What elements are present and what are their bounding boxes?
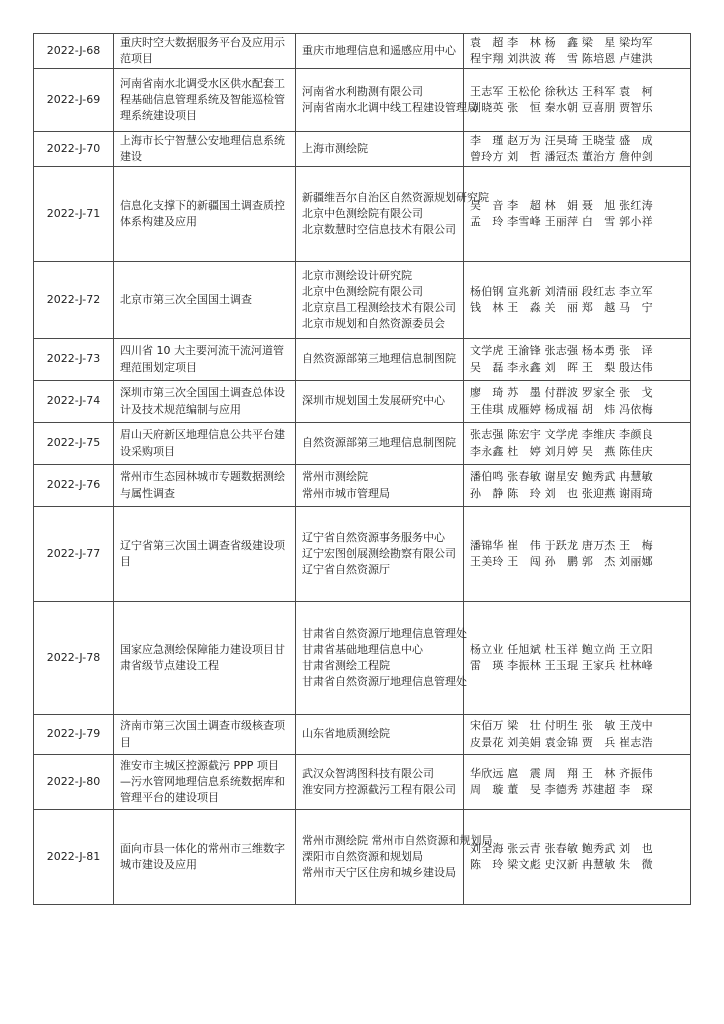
- people-line: 周 璇 董 旻 李德秀 苏建超 李 琛: [470, 783, 653, 796]
- people-cell: [464, 34, 691, 69]
- project-name: 重庆时空大数据服务平台及应用示范项目: [114, 34, 296, 69]
- people-line: 曾玲方 刘 哲 潘冠杰 董治方 詹仲剑: [470, 150, 653, 163]
- unit-name: 北京中色测绘院有限公司: [302, 284, 423, 298]
- unit-name: 新疆维吾尔自治区自然资源规划研究院: [302, 190, 489, 204]
- project-name: 国家应急测绘保障能力建设项目甘肃省级节点建设工程: [114, 602, 296, 715]
- people-line: 孙 静 陈 玲 刘 也 张迎燕 谢雨琦: [470, 486, 653, 500]
- unit-name: 上海市测绘院: [302, 141, 368, 155]
- unit-name: 北京数慧时空信息技术有限公司: [302, 223, 456, 237]
- unit-name: 北京市测绘设计研究院: [302, 268, 412, 282]
- units-cell: [296, 167, 489, 262]
- unit-name: 甘肃省自然资源厅地理信息管理处: [302, 675, 467, 689]
- people-line: 李 瑾 赵万为 汪昊琦 王晓莹 盛 成: [470, 133, 653, 147]
- table-row: [34, 69, 691, 132]
- unit-name: 河南省水利勘测有限公司: [302, 84, 423, 98]
- project-id: 2022-J-80: [34, 755, 114, 810]
- table-row: [34, 715, 691, 755]
- project-name: 面向市县一体化的常州市三维数字城市建设及应用: [114, 810, 296, 905]
- people-line: 刘全海 张云青 张春敏 鲍秀武 刘 也: [470, 841, 653, 855]
- people-line: 廖 琦 苏 墨 付群波 罗家全 张 戈: [470, 386, 653, 400]
- units-cell: [296, 381, 464, 423]
- project-id: 2022-J-68: [34, 34, 114, 69]
- people-line: 潘伯鸣 张春敏 谢星安 鲍秀武 冉慧敏: [470, 470, 653, 484]
- units-cell: [296, 507, 464, 602]
- project-id: 2022-J-78: [34, 602, 114, 715]
- unit-name: 河南省南水北调中线工程建设管理局: [302, 101, 478, 114]
- units-cell: [296, 339, 464, 381]
- units-cell: [296, 262, 464, 339]
- unit-name: 溧阳市自然资源和规划局: [302, 849, 423, 863]
- unit-name: 常州市测绘院: [302, 470, 368, 484]
- unit-name: 自然资源部第三地理信息制图院: [302, 436, 456, 450]
- people-line: 程宇翔 刘洪波 蒋 雪 陈培恩 卢建洪: [470, 52, 653, 65]
- project-name: 济南市第三次国土调查市级核查项目: [114, 715, 296, 755]
- table-row: [34, 755, 691, 810]
- unit-name: 深圳市规划国土发展研究中心: [302, 394, 445, 408]
- people-line: 刘晓英 张 恒 秦水朝 豆喜朋 贾智乐: [470, 101, 653, 114]
- project-name: 上海市长宁智慧公安地理信息系统建设: [114, 132, 296, 167]
- unit-name: 常州市城市管理局: [302, 486, 390, 500]
- unit-name: 北京市规划和自然资源委员会: [302, 317, 445, 331]
- table-row: [34, 339, 691, 381]
- people-line: 潘锦华 崔 伟 于跃龙 唐万杰 王 梅: [470, 538, 653, 552]
- table-row: [34, 465, 691, 507]
- people-line: 王志军 王松伦 徐秋达 王科军 袁 柯: [470, 84, 653, 98]
- table-row: [34, 423, 691, 465]
- table-row: [34, 132, 691, 167]
- units-cell: [296, 755, 464, 810]
- project-id: 2022-J-70: [34, 132, 114, 167]
- unit-name: 常州市测绘院 常州市自然资源和规划局: [302, 833, 493, 847]
- people-cell: [464, 167, 691, 262]
- unit-name: 自然资源部第三地理信息制图院: [302, 352, 456, 366]
- unit-name: 北京京昌工程测绘技术有限公司: [302, 301, 456, 314]
- people-cell: [464, 69, 691, 132]
- people-cell: [464, 339, 691, 381]
- people-cell: [464, 132, 691, 167]
- units-cell: [296, 715, 464, 755]
- award-list-table: [33, 33, 691, 905]
- project-name: 信息化支撑下的新疆国土调查质控体系构建及应用: [114, 167, 296, 262]
- people-line: 杨伯钢 宣兆新 刘清丽 段红志 李立军: [470, 284, 653, 298]
- people-line: 孟 玲 李雪峰 王丽萍 白 雪 郭小祥: [470, 215, 653, 228]
- project-name: 河南省南水北调受水区供水配套工程基础信息管理系统及智能巡检管理系统建设项目: [114, 69, 296, 132]
- unit-name: 常州市天宁区住房和城乡建设局: [302, 866, 456, 880]
- units-cell: [296, 810, 493, 905]
- people-cell: [464, 381, 691, 423]
- people-line: 钱 林 王 淼 关 丽 郑 越 马 宁: [470, 301, 653, 314]
- people-cell: [464, 423, 691, 465]
- people-line: 王美玲 王 闯 孙 鹏 郭 杰 刘丽娜: [470, 555, 653, 568]
- project-name: 辽宁省第三次国土调查省级建设项目: [114, 507, 296, 602]
- people-line: 袁 超 李 林 杨 鑫 梁 星 梁均军: [470, 35, 653, 49]
- project-id: 2022-J-81: [34, 810, 114, 905]
- people-cell: [464, 602, 691, 715]
- people-line: 张志强 陈宏宇 文学虎 李维庆 李颜良: [470, 428, 653, 442]
- unit-name: 辽宁宏图创展测绘勘察有限公司: [302, 546, 456, 560]
- table-row: [34, 507, 691, 602]
- project-id: 2022-J-77: [34, 507, 114, 602]
- project-name: 深圳市第三次全国国土调查总体设计及技术规范编制与应用: [114, 381, 296, 423]
- project-id: 2022-J-71: [34, 167, 114, 262]
- project-id: 2022-J-72: [34, 262, 114, 339]
- project-id: 2022-J-69: [34, 69, 114, 132]
- table-row: [34, 810, 691, 905]
- people-cell: [464, 507, 691, 602]
- units-cell: [296, 602, 467, 715]
- units-cell: [296, 34, 464, 69]
- project-id: 2022-J-73: [34, 339, 114, 381]
- people-line: 李永鑫 杜 婷 刘月婷 吴 燕 陈佳庆: [470, 444, 653, 458]
- people-cell: [464, 465, 691, 507]
- unit-name: 武汉众智鸿图科技有限公司: [302, 766, 434, 780]
- project-name: 淮安市主城区控源截污 PPP 项目—污水管网地理信息系统数据库和管理平台的建设项目: [114, 755, 296, 810]
- project-name: 四川省 10 大主要河流干流河道管理范围划定项目: [114, 339, 296, 381]
- people-line: 文学虎 王渝锋 张志强 杨本勇 张 译: [470, 344, 653, 358]
- project-id: 2022-J-75: [34, 423, 114, 465]
- people-cell: [464, 810, 691, 905]
- people-line: 陈 玲 梁文彪 史汉新 冉慧敏 朱 微: [470, 858, 653, 871]
- project-name: 常州市生态园林城市专题数据测绘与属性调查: [114, 465, 296, 507]
- table-row: [34, 381, 691, 423]
- units-cell: [296, 132, 464, 167]
- units-cell: [296, 423, 464, 465]
- people-line: 杨立业 任旭斌 杜玉祥 鲍立尚 王立阳: [470, 642, 653, 656]
- people-cell: [464, 715, 691, 755]
- unit-name: 甘肃省自然资源厅地理信息管理处: [302, 626, 467, 640]
- project-id: 2022-J-74: [34, 381, 114, 423]
- people-line: 王佳琪 成雁婷 杨成福 胡 炜 冯依梅: [470, 402, 653, 416]
- table-row: [34, 262, 691, 339]
- people-line: 吴 磊 李永鑫 刘 晖 王 梨 殷达伟: [470, 360, 653, 374]
- project-name: 眉山天府新区地理信息公共平台建设采购项目: [114, 423, 296, 465]
- unit-name: 辽宁省自然资源厅: [302, 563, 390, 577]
- table-row: [34, 602, 691, 715]
- people-line: 吴 音 李 超 林 娟 聂 旭 张红涛: [470, 198, 653, 212]
- project-id: 2022-J-76: [34, 465, 114, 507]
- people-line: 皮景花 刘美娟 袁金锦 贾 兵 崔志浩: [470, 735, 653, 749]
- table-row: [34, 34, 691, 69]
- unit-name: 重庆市地理信息和遥感应用中心: [302, 43, 456, 57]
- units-cell: [296, 69, 478, 132]
- table-row: [34, 167, 691, 262]
- unit-name: 淮安同方控源截污工程有限公司: [302, 783, 456, 796]
- award-list-body: [34, 34, 691, 905]
- project-name: 北京市第三次全国国土调查: [114, 262, 296, 339]
- project-id: 2022-J-79: [34, 715, 114, 755]
- people-cell: [464, 755, 691, 810]
- people-line: 宋佰万 梁 壮 付明生 张 敏 王茂中: [470, 719, 653, 733]
- people-line: 雷 瑛 李振林 王玉琨 王家兵 杜林峰: [470, 659, 653, 672]
- people-line: 华欣远 扈 震 周 翔 王 林 齐振伟: [470, 766, 653, 780]
- unit-name: 甘肃省测绘工程院: [302, 659, 390, 672]
- units-cell: [296, 465, 464, 507]
- unit-name: 山东省地质测绘院: [302, 727, 390, 741]
- unit-name: 辽宁省自然资源事务服务中心: [302, 530, 445, 544]
- unit-name: 北京中色测绘院有限公司: [302, 206, 423, 220]
- people-cell: [464, 262, 691, 339]
- unit-name: 甘肃省基础地理信息中心: [302, 642, 423, 656]
